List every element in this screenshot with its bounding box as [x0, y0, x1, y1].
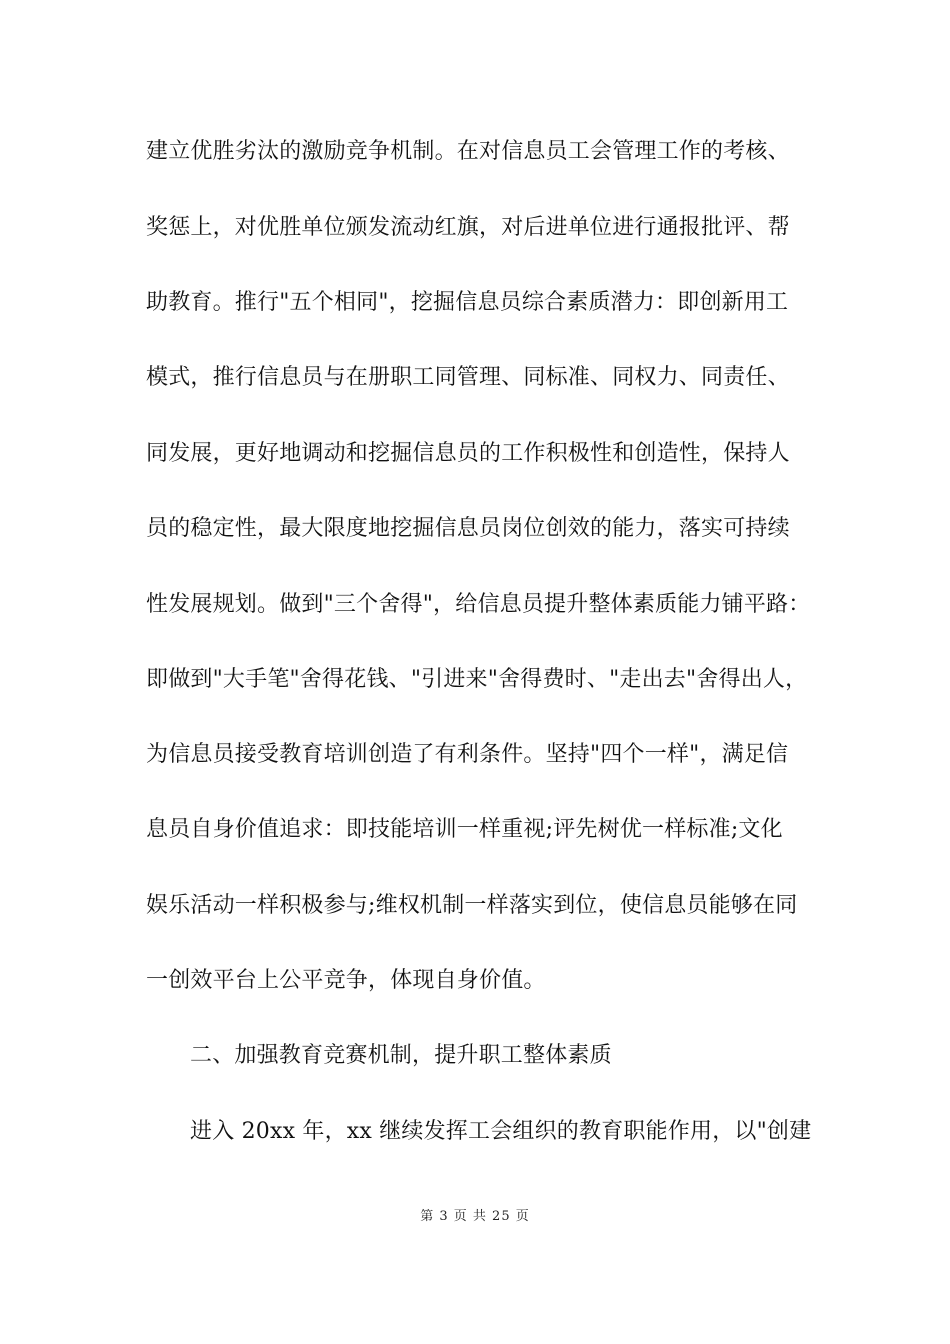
body-text-line: 奖惩上，对优胜单位颁发流动红旗，对后进单位进行通报批评、帮 [146, 215, 790, 240]
body-text-line: 同发展，更好地调动和挖掘信息员的工作积极性和创造性，保持人 [146, 441, 790, 466]
paragraph-start: 进入 20xx 年，xx 继续发挥工会组织的教育职能作用，以"创建 [190, 1119, 812, 1144]
body-text-line: 性发展规划。做到"三个舍得"，给信息员提升整体素质能力铺平路： [146, 592, 811, 617]
body-text-line: 建立优胜劣汰的激励竞争机制。在对信息员工会管理工作的考核、 [146, 139, 790, 164]
body-text-line: 息员自身价值追求：即技能培训一样重视;评先树优一样标准;文化 [146, 817, 783, 842]
body-text-line: 即做到"大手笔"舍得花钱、"引进来"舍得费时、"走出去"舍得出人， [146, 667, 808, 692]
section-heading: 二、加强教育竞赛机制，提升职工整体素质 [190, 1043, 612, 1068]
body-text-line: 娱乐活动一样积极参与;维权机制一样落实到位，使信息员能够在同 [146, 893, 798, 918]
body-text-line: 助教育。推行"五个相同"，挖掘信息员综合素质潜力：即创新用工 [146, 290, 789, 315]
body-text-line: 模式，推行信息员与在册职工同管理、同标准、同权力、同责任、 [146, 365, 790, 390]
body-text-line: 为信息员接受教育培训创造了有利条件。坚持"四个一样"，满足信 [146, 742, 789, 767]
body-text-line: 员的稳定性，最大限度地挖掘信息员岗位创效的能力，落实可持续 [146, 516, 790, 541]
body-text-line: 一创效平台上公平竞争，体现自身价值。 [146, 968, 546, 993]
page-number-footer: 第 3 页 共 25 页 [420, 1209, 530, 1224]
